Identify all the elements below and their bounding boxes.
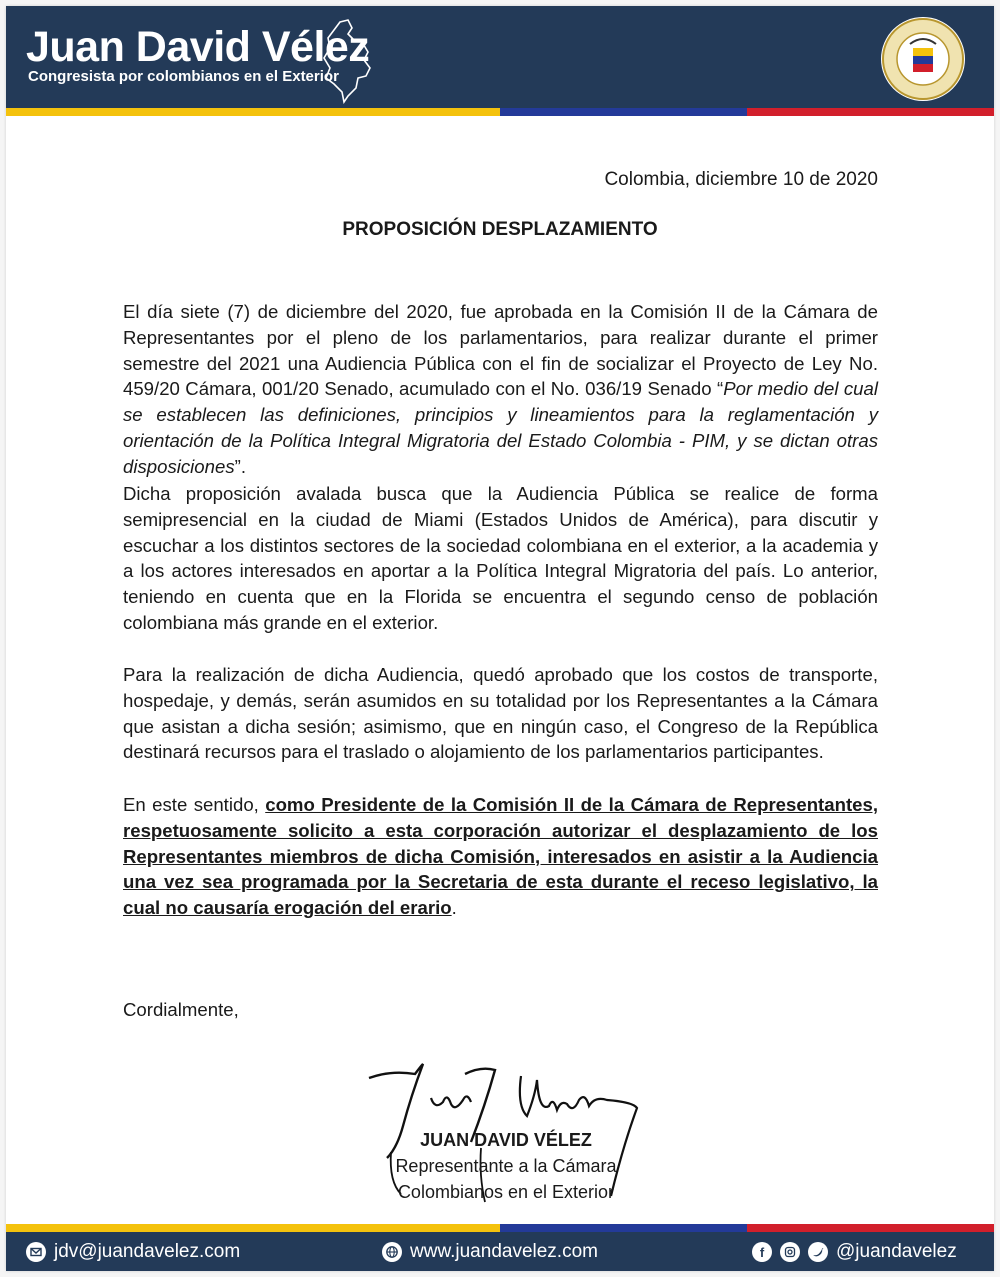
paragraph-1: [123, 299, 878, 480]
letter-page: [6, 6, 994, 1271]
header-name: Juan David Vélez: [26, 23, 370, 71]
letterhead: [6, 6, 994, 108]
mail-icon: [26, 1242, 46, 1262]
republic-seal-icon: [880, 16, 966, 102]
footer-website-text[interactable]: www.juandavelez.com: [410, 1241, 598, 1262]
bill-title-italic: Por medio del cual se establecen las definiciones, principios y lineamientos para la reglamentación y orientación de la Política Integral Migratoria del Estado Colombia - PIM, y se dictan otras disposiciones: [123, 378, 878, 477]
footer-social[interactable]: [752, 1241, 957, 1263]
paragraph-4-intro: En este sentido,: [123, 794, 266, 815]
header-subtitle: Congresista por colombianos en el Exterior: [28, 68, 339, 85]
footer-website[interactable]: [382, 1241, 598, 1263]
colombia-map-icon: [318, 18, 378, 104]
facebook-icon[interactable]: f: [752, 1242, 772, 1262]
tricolor-stripe-bottom: [6, 1224, 994, 1232]
signer-name: JUAN DAVID VÉLEZ: [420, 1130, 592, 1150]
paragraph-2: Dicha proposición avalada busca que la Audiencia Pública se realice de forma semipresencial en la ciudad de Miami (Estados Unidos de América), para discutir y escuchar a los distintos sectores de la sociedad colombiana en el exterior, a la academia y a los actores interesados en aportar a la Política Integral Migratoria del país. Lo anterior, teniendo en cuenta que en la Florida se encuentra el segundo censo de población colombiana más grande en el exterior.: [123, 483, 878, 633]
letter-date: Colombia, diciembre 10 de 2020: [604, 169, 878, 190]
paragraph-1-text: El día siete (7) de diciembre del 2020, fue aprobada en la Comisión II de la Cámara de Representantes por el pleno de los parlamentarios, para realizar durante el primer semestre del 2021 una Audiencia Pública con el fin de socializar el Proyecto de Ley No. 459/20 Cámara, 001/20 Senado, acumulado con el No. 036/19 Senado “: [123, 301, 878, 400]
tricolor-stripe-top: [6, 108, 994, 116]
paragraph-4-end: .: [451, 897, 457, 919]
closing: Cordialmente,: [123, 999, 239, 1020]
signer-role: Representante a la Cámara: [395, 1156, 617, 1176]
request-statement: como Presidente de la Comisión II de la Cámara de Representantes, respetuosamente solicito a esta corporación autorizar el desplazamiento de los Representantes miembros de dicha Comisión, interesados en asistir a la Audiencia una vez sea programada por la Secretaria de esta durante el receso legislativo, la cual no causaría erogación del erario: [123, 794, 878, 919]
globe-icon: [382, 1242, 402, 1262]
twitter-icon[interactable]: [808, 1242, 828, 1262]
paragraph-3: Para la realización de dicha Audiencia, quedó aprobado que los costos de transporte, hospedaje, y demás, serán asumidos en su totalidad por los Representantes a la Cámara que asistan a dicha sesión; asimismo, que en ningún caso, el Congreso de la República destinará recursos para el traslado o alojamiento de los parlamentarios participantes.: [123, 664, 878, 763]
letter-footer: [6, 1232, 994, 1271]
footer-email[interactable]: [26, 1241, 240, 1263]
paragraph-4: [123, 792, 878, 921]
footer-email-text[interactable]: jdv@juandavelez.com: [54, 1241, 241, 1262]
footer-social-handle[interactable]: @juandavelez: [836, 1241, 957, 1262]
instagram-icon[interactable]: [780, 1242, 800, 1262]
paragraph-1-end: ”.: [234, 455, 246, 477]
signer-role-2: Colombianos en el Exterior: [397, 1182, 615, 1202]
letter-title: PROPOSICIÓN DESPLAZAMIENTO: [342, 219, 658, 240]
